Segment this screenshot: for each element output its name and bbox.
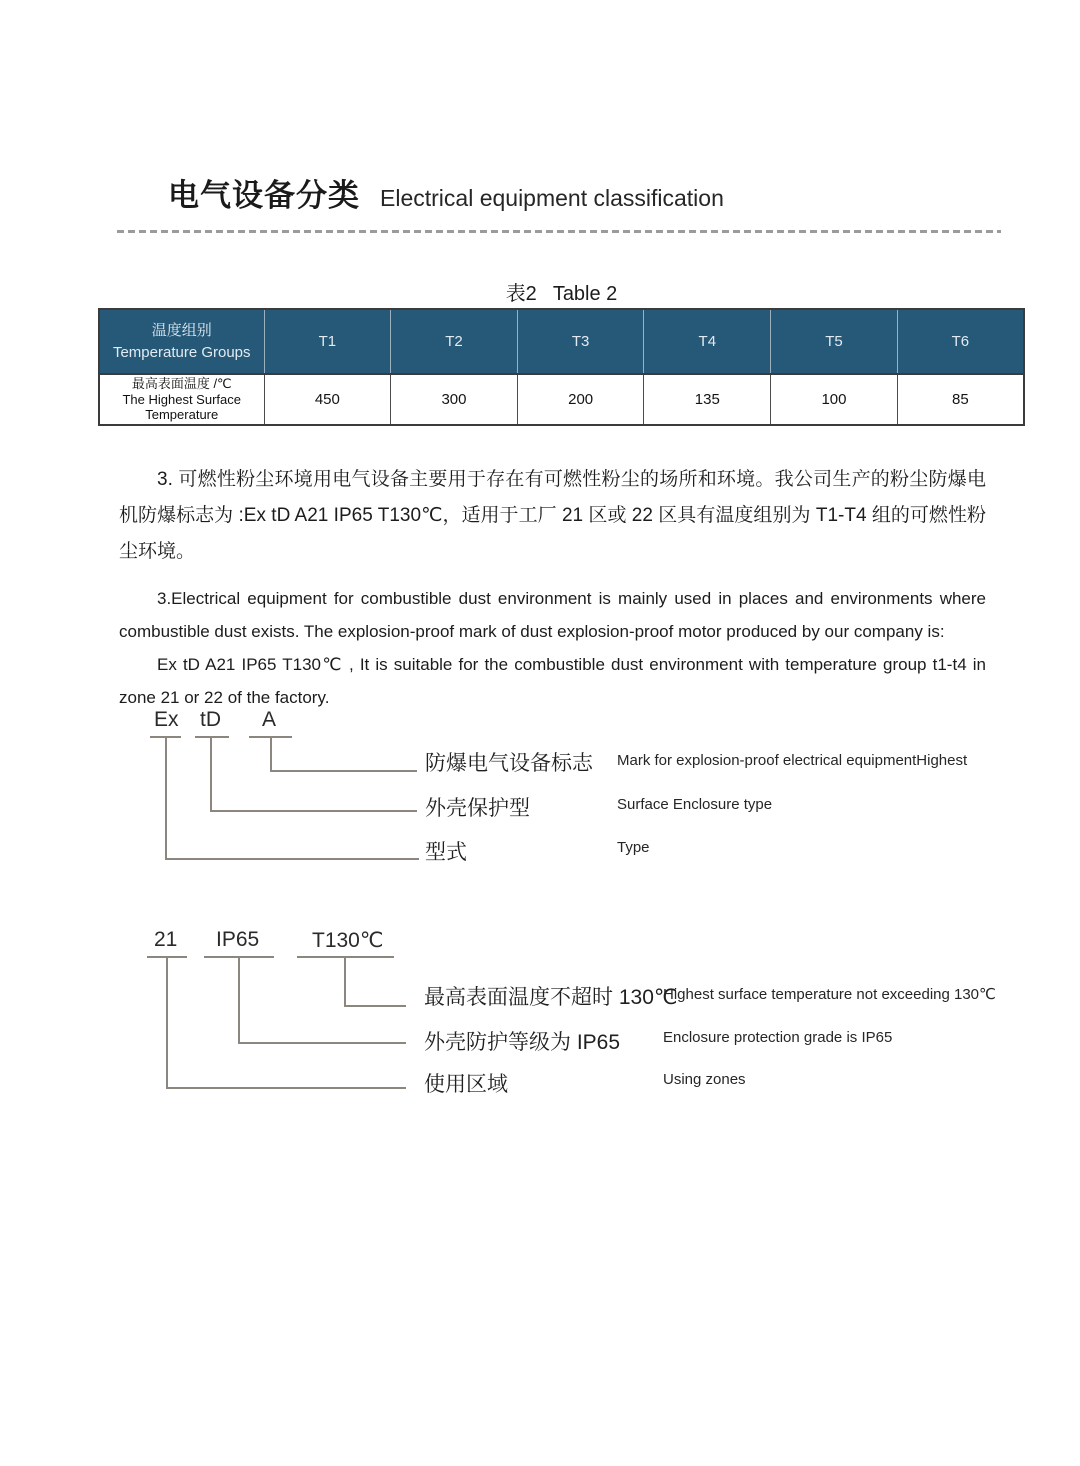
paragraph-zh: 3. 可燃性粉尘环境用电气设备主要用于存在有可燃性粉尘的场所和环境。我公司生产的粉尘防爆电机防爆标志为 :Ex tD A21 IP65 T130℃，适用于工厂 21 区或 22 区具有温度组别为 T1-T4 组的可燃性粉尘环境。 — [119, 469, 986, 562]
diagram1-label-en-2: Surface Enclosure type — [617, 796, 773, 813]
table-header-cell-t3: T3 — [517, 309, 644, 374]
diagram1-label-en-1: Mark for explosion-proof electrical equipmentHighest — [617, 752, 968, 769]
diagram2-label-zh-1: 最高表面温度不超时 130℃ — [424, 986, 678, 1009]
diagram2-token-ip65: IP65 — [216, 928, 260, 951]
table-header-cell-t1: T1 — [264, 309, 391, 374]
header-label-zh: 温度组别 — [151, 321, 212, 339]
table-cell-t2-value: 300 — [391, 374, 518, 425]
diagram2-label-zh-3: 使用区域 — [424, 1073, 508, 1096]
dashed-divider — [117, 230, 1001, 233]
diagram1-token-a: A — [262, 708, 277, 731]
connector-21 — [166, 958, 406, 1089]
table-caption-en: Table 2 — [552, 283, 618, 305]
diagram1-token-ex: Ex — [154, 708, 179, 731]
table-caption — [98, 277, 1025, 306]
page-header — [168, 170, 724, 215]
table-header-cell-t2: T2 — [391, 309, 518, 374]
temperature-groups-table — [98, 308, 1025, 426]
diagram2-label-en-3: Using zones — [663, 1071, 746, 1088]
diagram2-token-t130: T130℃ — [312, 929, 384, 952]
diagram2-label-zh-2: 外壳防护等级为 IP65 — [424, 1031, 621, 1054]
diagram1-label-zh-3: 型式 — [425, 841, 467, 864]
table-header-cell-t6: T6 — [897, 309, 1024, 374]
table-header-label-cell — [99, 309, 264, 374]
table-cell-t3-value: 200 — [517, 374, 644, 425]
table-row-label-cell — [99, 374, 264, 425]
diagram1-token-td: tD — [200, 708, 221, 731]
table-header-row — [99, 309, 1024, 374]
diagram2-label-en-2: Enclosure protection grade is IP65 — [663, 1029, 893, 1046]
header-label-en: Temperature Groups — [112, 343, 251, 361]
table-header-cell-t4: T4 — [644, 309, 771, 374]
row-label-en-1: The Highest Surface — [122, 391, 241, 407]
connector-ex — [165, 738, 419, 860]
body-text — [119, 462, 986, 714]
row-label-zh: 最高表面温度 /℃ — [131, 376, 232, 392]
table-data-row — [99, 374, 1024, 425]
table-cell-t4-value: 135 — [644, 374, 771, 425]
paragraph-en-1: 3.Electrical equipment for combustible dust environment is mainly used in places and environments where combustible dust exists. The explosion-proof mark of dust explosion-proof motor produced by our company is: — [119, 589, 986, 641]
diagram2-label-en-1: Highest surface temperature not exceeding 130℃ — [663, 986, 996, 1003]
table-cell-t1-value: 450 — [264, 374, 391, 425]
diagram1-label-zh-2: 外壳保护型 — [425, 797, 530, 820]
diagram1-label-zh-1: 防爆电气设备标志 — [425, 752, 593, 775]
table-caption-zh: 表2 — [505, 283, 537, 305]
page-title-en: Electrical equipment classification — [380, 185, 724, 211]
table-cell-t6-value: 85 — [897, 374, 1024, 425]
paragraph-en-2: Ex tD A21 IP65 T130℃ , It is suitable for the combustible dust environment with temperature group t1-t4 in zone 21 or 22 of the factory. — [119, 655, 986, 707]
table-cell-t5-value: 100 — [771, 374, 898, 425]
diagram2-token-21: 21 — [154, 928, 178, 951]
row-label-en-2: Temperature — [145, 407, 219, 423]
diagram1-label-en-3: Type — [617, 839, 650, 856]
page-title-zh: 电气设备分类 — [168, 178, 360, 213]
table-header-cell-t5: T5 — [771, 309, 898, 374]
